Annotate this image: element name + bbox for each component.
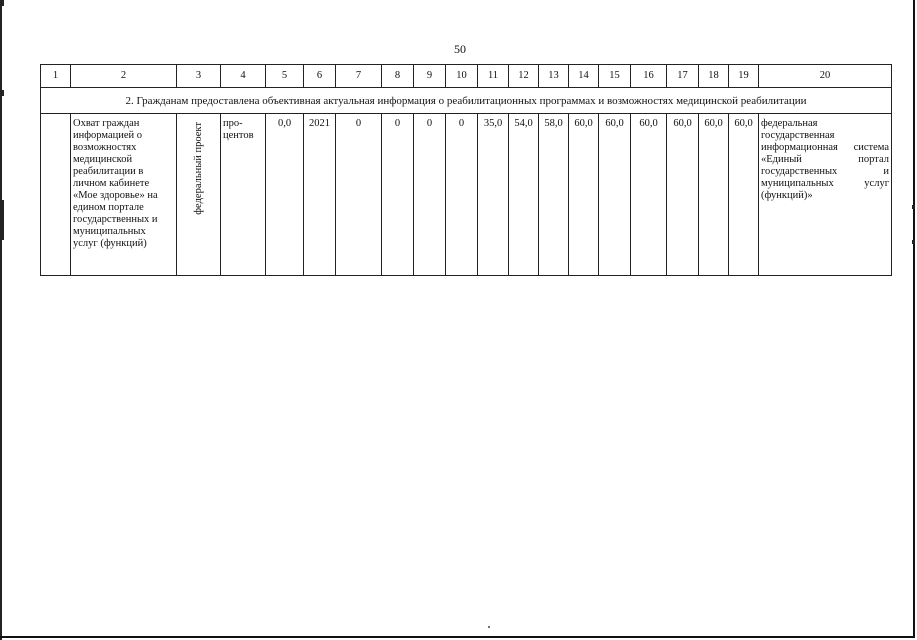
scan-mark — [0, 0, 4, 6]
cell-col-1 — [41, 114, 71, 276]
header-cell: 11 — [478, 65, 509, 88]
value-cell: 0 — [336, 114, 382, 276]
cell-line: государственных и — [73, 214, 158, 225]
indicator-table — [40, 64, 892, 276]
section-row — [41, 88, 892, 114]
source-cell — [759, 114, 892, 276]
header-cell: 2 — [71, 65, 177, 88]
header-cell: 10 — [446, 65, 478, 88]
header-cell: 13 — [539, 65, 569, 88]
cell-line: информацией о — [73, 130, 143, 141]
value-cell: 60,0 — [599, 114, 631, 276]
indicator-name-cell — [71, 114, 177, 276]
base-value-cell: 0,0 — [266, 114, 304, 276]
header-row — [41, 65, 892, 88]
value-cell: 60,0 — [631, 114, 667, 276]
cell-line: про- — [223, 118, 243, 129]
project-type-text: федеральный проект — [192, 122, 204, 215]
cell-line: услуг (функций) — [73, 238, 147, 249]
header-cell: 5 — [266, 65, 304, 88]
value-cell: 60,0 — [569, 114, 599, 276]
header-cell: 17 — [667, 65, 699, 88]
value-cell: 60,0 — [699, 114, 729, 276]
unit-cell — [221, 114, 266, 276]
value-cell: 60,0 — [667, 114, 699, 276]
value-cell: 58,0 — [539, 114, 569, 276]
header-cell: 15 — [599, 65, 631, 88]
page-number: 50 — [454, 42, 466, 56]
cell-line: муниципальных услуг — [761, 178, 889, 189]
table-row — [41, 114, 892, 276]
value-cell: 0 — [446, 114, 478, 276]
cell-line: медицинской — [73, 154, 133, 165]
header-cell: 19 — [729, 65, 759, 88]
cell-line: возможностях — [73, 142, 137, 153]
value-cell: 54,0 — [509, 114, 539, 276]
header-cell: 4 — [221, 65, 266, 88]
section-title: 2. Гражданам предоставлена объективная актуальная информация о реабилитационных программах и возможностях медицинской реабилитации — [41, 88, 892, 114]
scan-speck — [488, 626, 490, 628]
value-cell: 60,0 — [729, 114, 759, 276]
cell-line: (функций)» — [761, 190, 813, 201]
cell-line: личном кабинете — [73, 178, 150, 189]
cell-line: Охват граждан — [73, 118, 140, 129]
header-cell: 18 — [699, 65, 729, 88]
scan-mark — [912, 205, 915, 209]
header-cell: 1 — [41, 65, 71, 88]
project-type-cell — [177, 114, 221, 276]
header-cell: 3 — [177, 65, 221, 88]
cell-line: федеральная — [761, 118, 818, 129]
cell-line: информационная система — [761, 142, 889, 153]
cell-line: государственных и — [761, 166, 889, 177]
scan-mark — [0, 200, 4, 240]
header-cell: 8 — [382, 65, 414, 88]
header-cell: 20 — [759, 65, 892, 88]
cell-line: «Мое здоровье» на — [73, 190, 158, 201]
header-cell: 14 — [569, 65, 599, 88]
header-cell: 7 — [336, 65, 382, 88]
value-cell: 35,0 — [478, 114, 509, 276]
header-cell: 9 — [414, 65, 446, 88]
value-cell: 0 — [414, 114, 446, 276]
cell-line: реабилитации в — [73, 166, 144, 177]
header-cell: 16 — [631, 65, 667, 88]
base-year-cell: 2021 — [304, 114, 336, 276]
cell-line: едином портале — [73, 202, 144, 213]
cell-line: центов — [223, 130, 254, 141]
scan-mark — [912, 240, 915, 244]
header-cell: 12 — [509, 65, 539, 88]
cell-line: муниципальных — [73, 226, 146, 237]
value-cell: 0 — [382, 114, 414, 276]
cell-line: государственная — [761, 130, 835, 141]
cell-line: «Единый портал — [761, 154, 889, 165]
scan-mark — [0, 90, 4, 96]
header-cell: 6 — [304, 65, 336, 88]
